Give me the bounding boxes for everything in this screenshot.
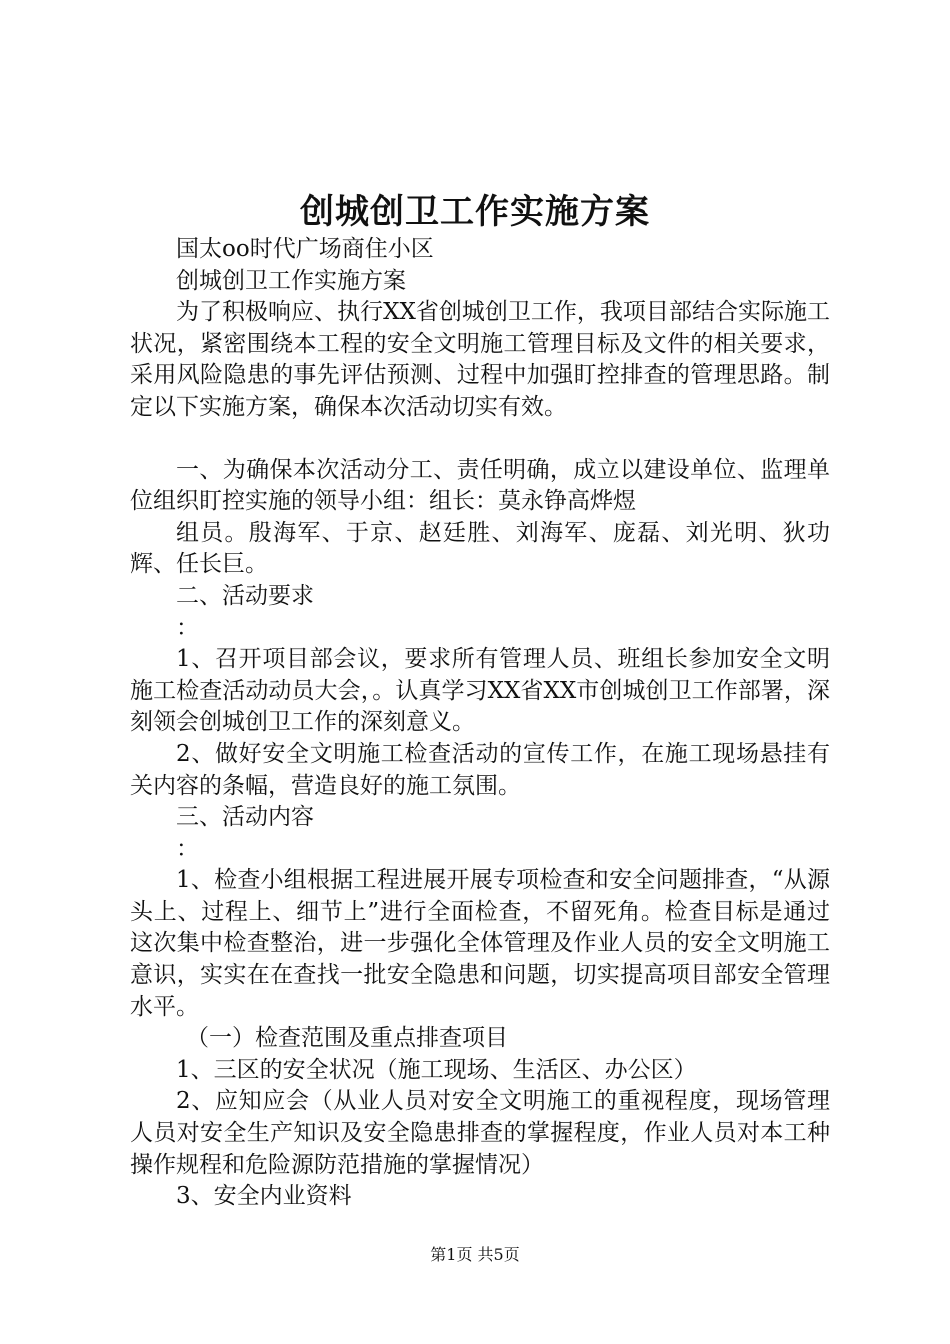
paragraph-colon: ：: [176, 614, 199, 641]
document-title: 创城创卫工作实施方案: [300, 192, 650, 232]
paragraph-intro: 为了积极响应、执行XX省创城创卫工作，我项目部结合实际施工状况，紧密围绕本工程的安全文明施工管理目标及文件的相关要求，采用风险隐患的事先评估预测、过程中加强盯控排查的管理思路。制定以下实施方案，确保本次活动切实有效。: [130, 299, 830, 420]
paragraph-section-one: 一、为确保本次活动分工、责任明确，成立以建设单位、监理单位组织盯控实施的领导小组：组长：莫永铮高烨煜: [130, 456, 830, 515]
heading-activity-content: 三、活动内容: [176, 804, 314, 831]
paragraph-scope-2: 2、应知应会（从业人员对安全文明施工的重视程度，现场管理人员对安全生产知识及安全隐患排查的掌握程度，作业人员对本工种操作规程和危险源防范措施的掌握情况）: [130, 1088, 830, 1178]
paragraph-project-name: 国太oo时代广场商住小区: [176, 236, 434, 262]
paragraph-members: 组员。殷海军、于京、赵廷胜、刘海军、庞磊、刘光明、狄功辉、任长巨。: [130, 519, 830, 578]
heading-activity-requirements: 二、活动要求: [176, 582, 314, 609]
paragraph-subtitle: 创城创卫工作实施方案: [176, 267, 406, 294]
document-body: [130, 234, 830, 1213]
page-number-footer: 第1页 共5页: [430, 1245, 520, 1264]
paragraph-requirement-1: 1、召开项目部会议，要求所有管理人员、班组长参加安全文明施工检查活动动员大会，。认真学习XX省XX市创城创卫工作部署，深刻领会创城创卫工作的深刻意义。: [130, 646, 830, 736]
heading-inspection-scope: （一）检查范围及重点排查项目: [186, 1025, 508, 1052]
paragraph-requirement-2: 2、做好安全文明施工检查活动的宣传工作，在施工现场悬挂有关内容的条幅，营造良好的施工氛围。: [130, 740, 830, 799]
paragraph-scope-1: 1、三区的安全状况（施工现场、生活区、办公区）: [176, 1056, 697, 1083]
paragraph-scope-3: 3、安全内业资料: [176, 1183, 352, 1210]
paragraph-content-1: 1、检查小组根据工程进展开展专项检查和安全问题排查，“从源头上、过程上、细节上”进行全面检查，不留死角。检查目标是通过这次集中检查整治，进一步强化全体管理及作业人员的安全文明施工意识，实实在在查找一批安全隐患和问题，切实提高项目部安全管理水平。: [130, 867, 830, 1020]
paragraph-colon: ：: [176, 835, 199, 862]
